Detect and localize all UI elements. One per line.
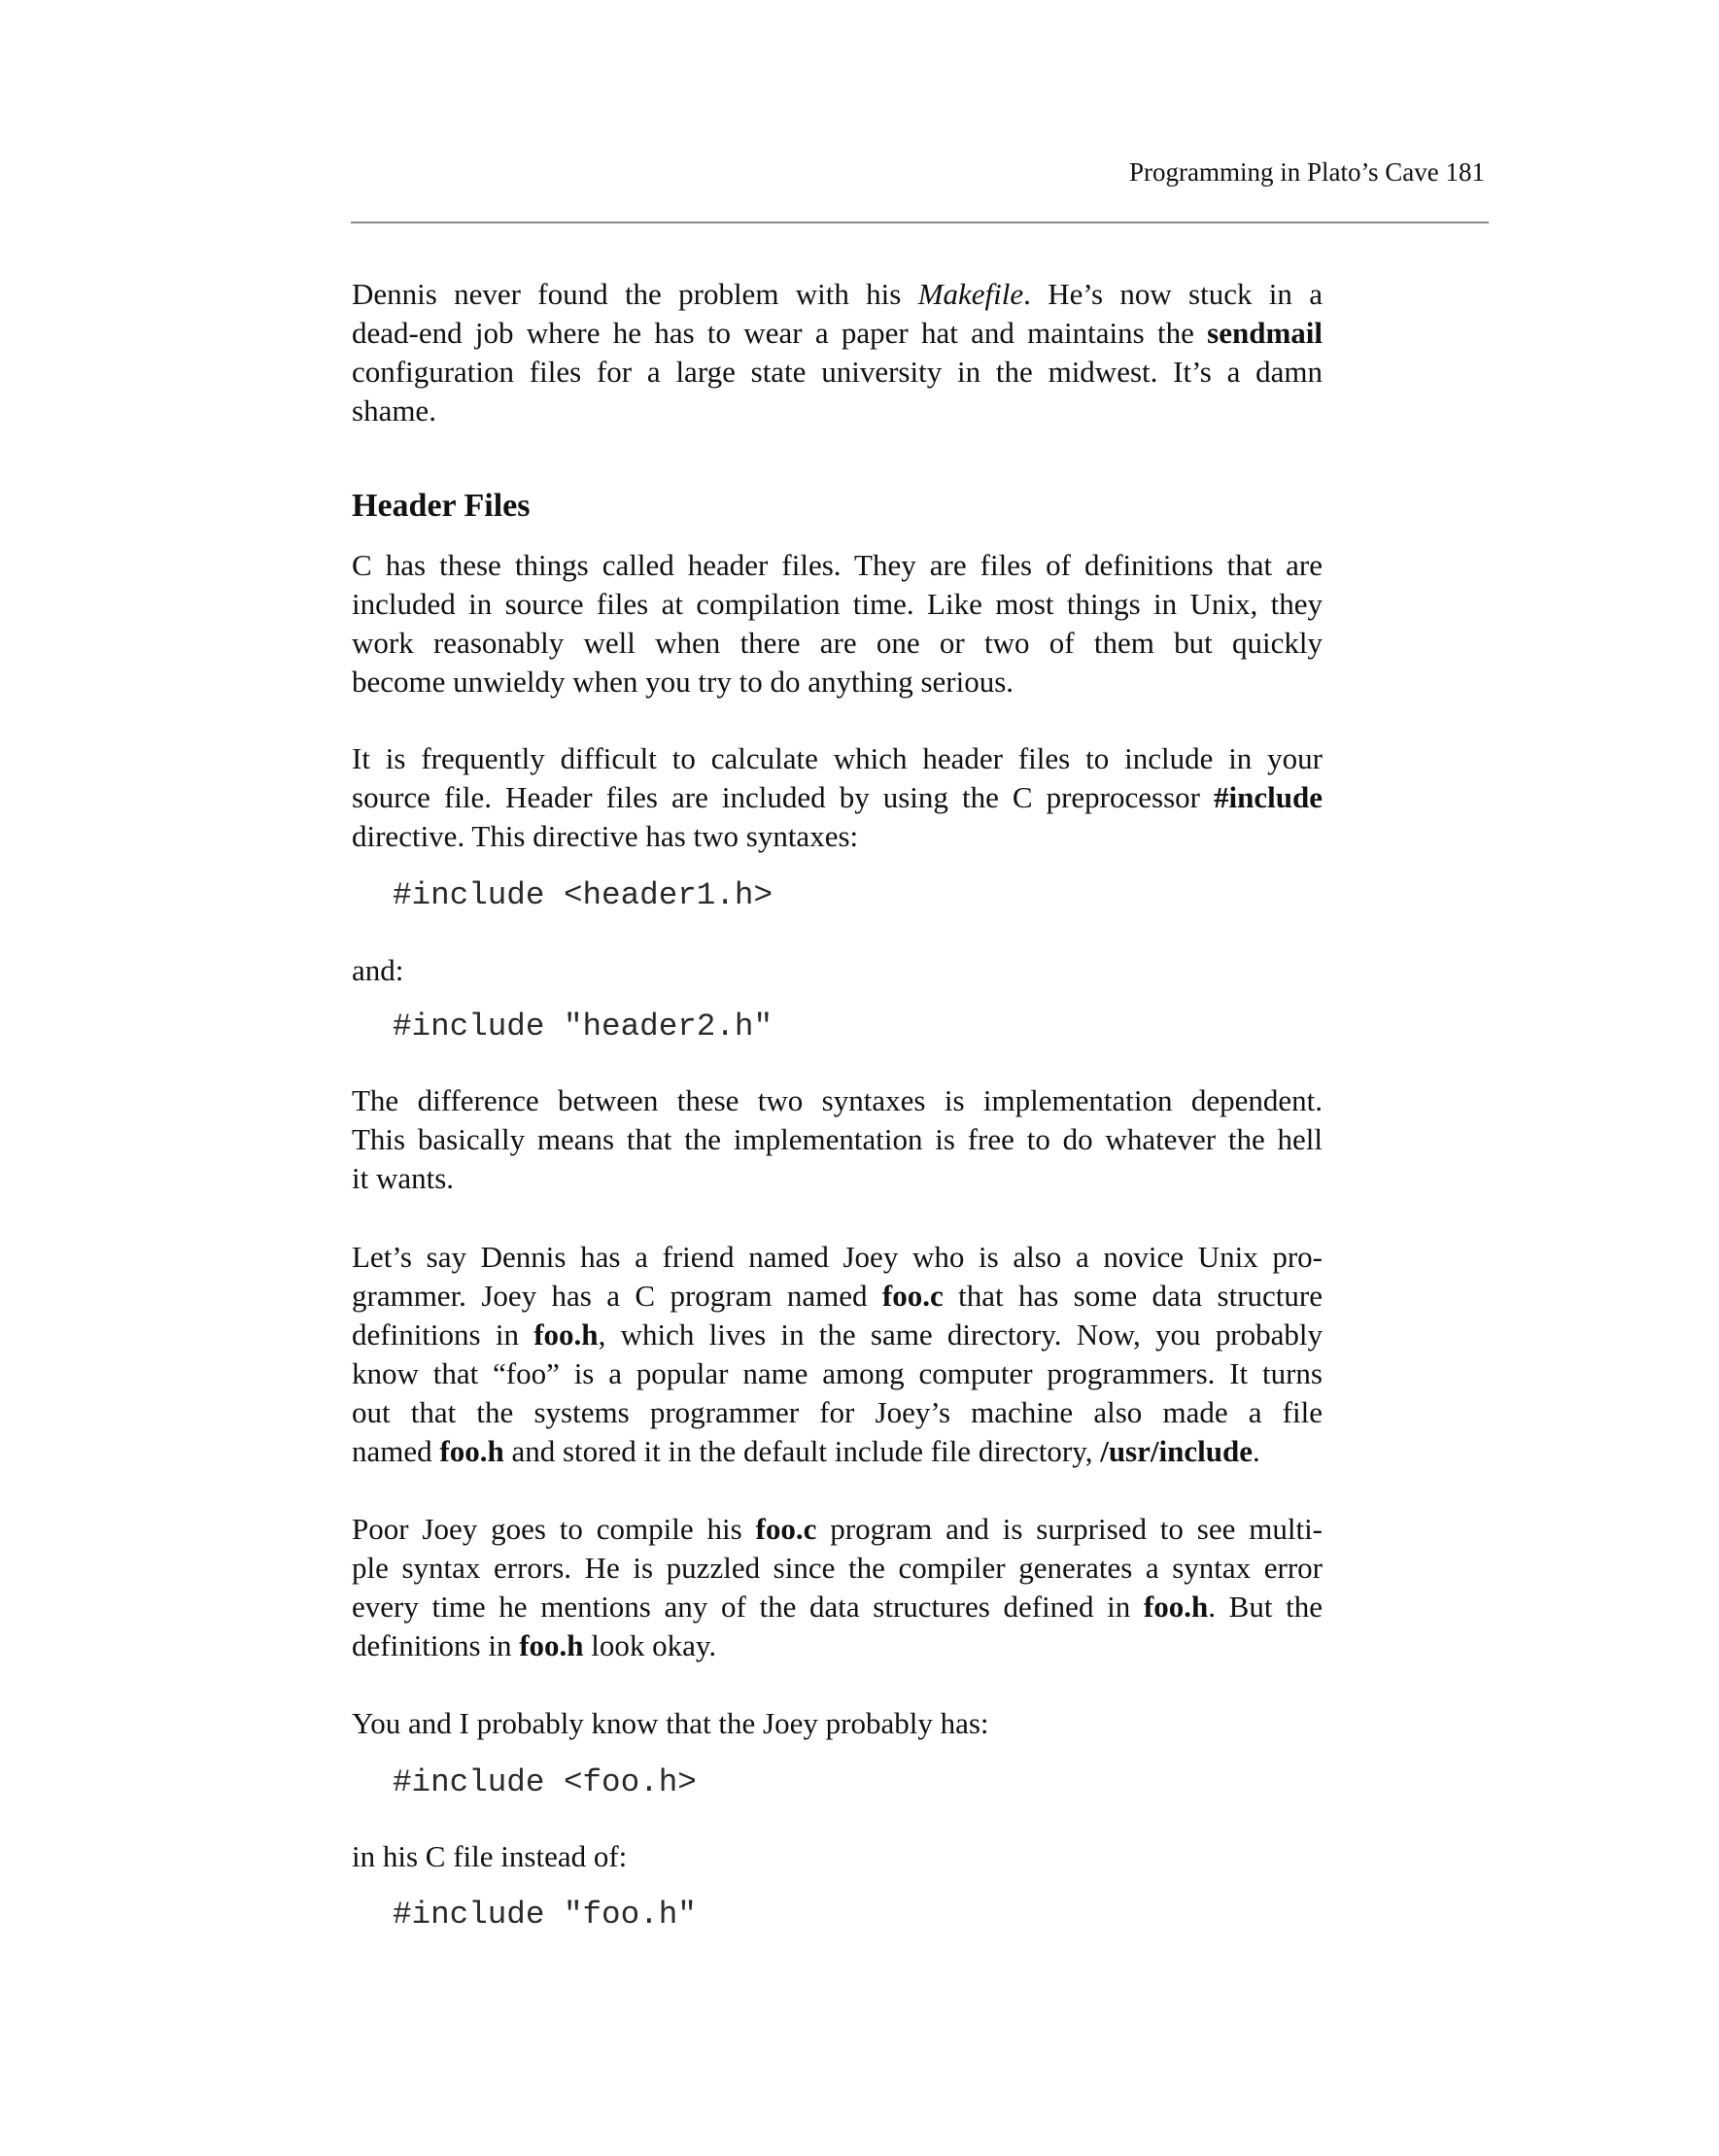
text-line: directive. This directive has two syntaxes: (352, 819, 859, 853)
text-line: included in source files at compilation time. Like most things in Unix, they (352, 587, 1323, 621)
paragraph-header-files-intro (352, 546, 1323, 702)
paragraph-instead-of (352, 1837, 1323, 1876)
text-line: and: (352, 953, 404, 987)
text-line: Dennis never found the problem with his Makefile. He’s now stuck in a (352, 277, 1323, 311)
section-heading: Header Files (352, 488, 531, 524)
text-line: Let’s say Dennis has a friend named Joey who is also a novice Unix pro- (352, 1240, 1323, 1274)
bold-term: /usr/include (1100, 1434, 1253, 1468)
text-line: definitions in foo.h look okay. (352, 1628, 717, 1662)
paragraph-joey-has (352, 1704, 1323, 1743)
italic-term: Makefile (917, 277, 1024, 311)
text-line: The difference between these two syntaxes is implementation dependent. (352, 1083, 1323, 1117)
bold-term: foo.c (755, 1512, 817, 1546)
paragraph-joey-foo (352, 1238, 1323, 1471)
text-line: configuration files for a large state university in the midwest. It’s a damn (352, 355, 1323, 389)
paragraph-include-directive (352, 739, 1323, 856)
code-include-angle-foo: #include <foo.h> (393, 1764, 697, 1800)
text-line: shame. (352, 394, 436, 428)
code-include-quote-foo: #include "foo.h" (393, 1897, 697, 1933)
code-include-quote-header2: #include "header2.h" (393, 1009, 774, 1044)
text-line: work reasonably well when there are one or two of them but quickly (352, 626, 1323, 660)
text-line: named foo.h and stored it in the default include file directory, /usr/include. (352, 1434, 1260, 1468)
text-line: C has these things called header files. They are files of definitions that are (352, 548, 1323, 582)
header-rule (351, 222, 1489, 223)
text-line: You and I probably know that the Joey probably has: (352, 1706, 989, 1740)
bold-term: foo.c (881, 1279, 944, 1313)
bold-term: sendmail (1207, 316, 1323, 350)
text-line: out that the systems programmer for Joey’s machine also made a file (352, 1395, 1323, 1429)
text-line: ple syntax errors. He is puzzled since the compiler generates a syntax error (352, 1551, 1323, 1585)
bold-term: foo.h (1143, 1590, 1209, 1624)
text-line: grammer. Joey has a C program named foo.c that has some data structure (352, 1279, 1323, 1313)
bold-term: foo.h (439, 1434, 504, 1468)
text-line: definitions in foo.h, which lives in the same directory. Now, you probably (352, 1318, 1323, 1352)
text-line: dead-end job where he has to wear a paper hat and maintains the sendmail (352, 316, 1323, 350)
paragraph-implementation-dependent (352, 1081, 1323, 1198)
bold-term: #include (1214, 780, 1323, 814)
bold-term: foo.h (519, 1628, 584, 1662)
text-line: know that “foo” is a popular name among computer programmers. It turns (352, 1356, 1323, 1390)
text-line: become unwieldy when you try to do anything serious. (352, 665, 1014, 699)
text-line: source file. Header files are included by using the C preprocessor #include (352, 780, 1323, 814)
text-line: it wants. (352, 1161, 455, 1195)
paragraph-makefile (352, 275, 1323, 430)
paragraph-syntax-errors (352, 1510, 1323, 1665)
paragraph-and (352, 951, 1323, 990)
bold-term: foo.h (533, 1318, 599, 1352)
text-line: It is frequently difficult to calculate which header files to include in your (352, 741, 1323, 775)
code-include-angle-header1: #include <header1.h> (393, 877, 774, 913)
text-line: in his C file instead of: (352, 1839, 628, 1873)
text-line: every time he mentions any of the data structures defined in foo.h. But the (352, 1590, 1323, 1624)
text-line: Poor Joey goes to compile his foo.c program and is surprised to see multi- (352, 1512, 1324, 1546)
text-line: This basically means that the implementation is free to do whatever the hell (352, 1122, 1323, 1156)
running-head: Programming in Plato’s Cave 181 (1129, 157, 1485, 187)
